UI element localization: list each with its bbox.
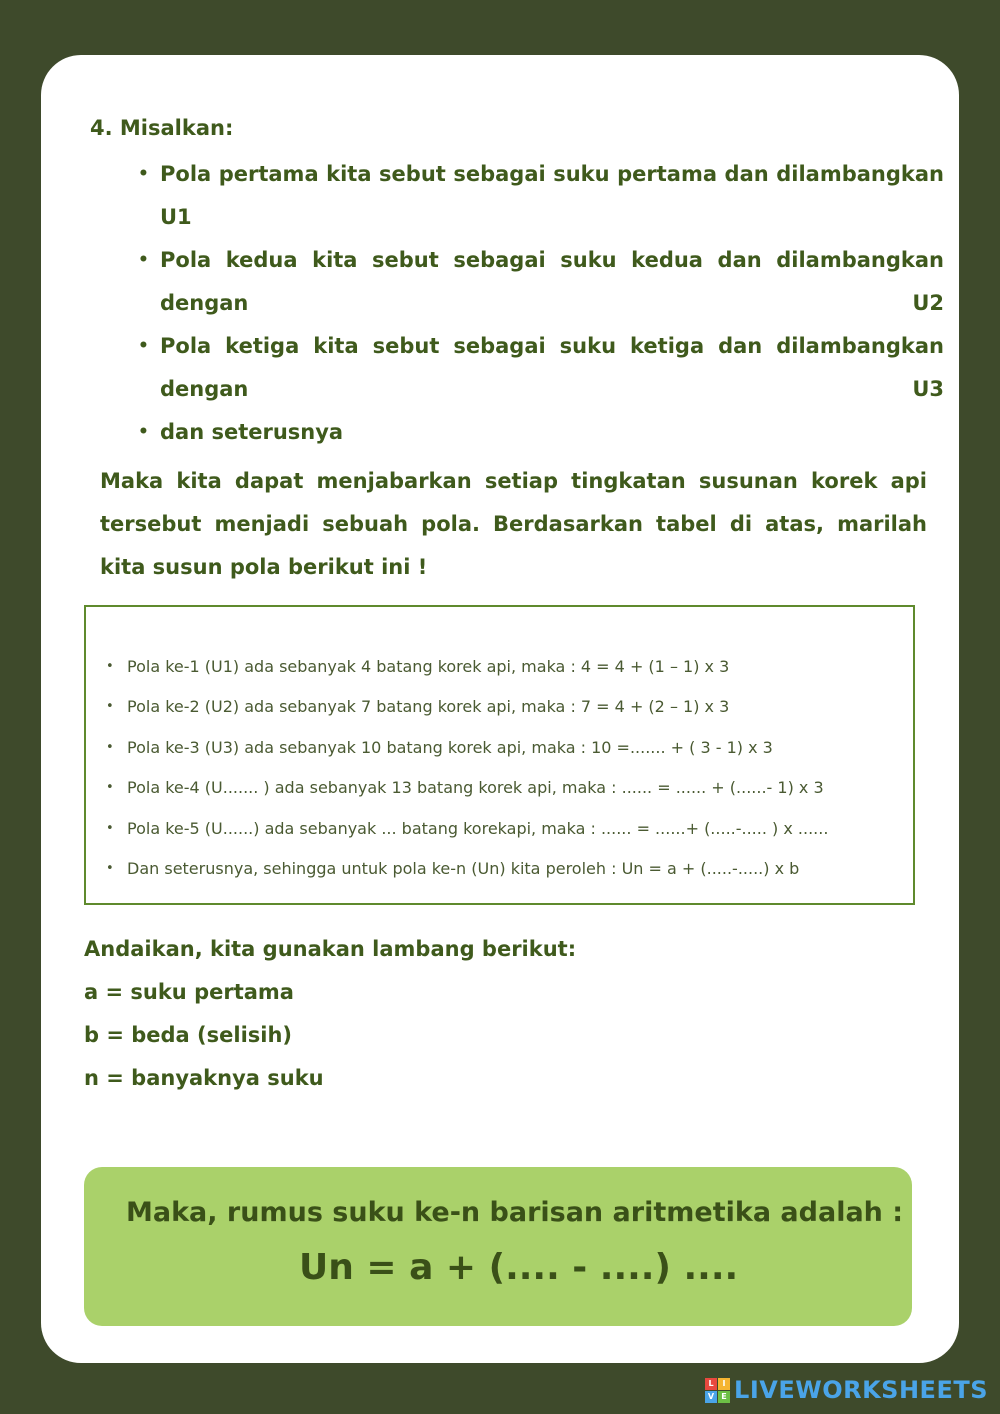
liveworksheets-logo-text: LIVEWORKSHEETS	[734, 1376, 988, 1404]
section-heading: 4. Misalkan:	[90, 116, 234, 140]
pattern-item: • Pola ke-5 (U......) ada sebanyak ... batang korekapi, maka : ...... = ......+ (.....-..... ) x ......	[106, 809, 906, 849]
symbol-definitions	[84, 928, 576, 1100]
logo-tile: L	[705, 1378, 717, 1390]
formula-expression: Un = a + (.... - ....) ....	[299, 1247, 739, 1288]
list-item: • Pola kedua kita sebut sebagai suku kedua dan dilambangkan dengan U2	[136, 239, 944, 325]
definition-list	[136, 153, 944, 454]
liveworksheets-logo-icon	[705, 1378, 730, 1403]
list-item: • Pola pertama kita sebut sebagai suku pertama dan dilambangkan U1	[136, 153, 944, 239]
formula-title: Maka, rumus suku ke-n barisan aritmetika adalah :	[126, 1197, 904, 1228]
symbols-intro: Andaikan, kita gunakan lambang berikut:	[84, 937, 577, 961]
list-item: • Pola ketiga kita sebut sebagai suku ketiga dan dilambangkan dengan U3	[136, 325, 944, 411]
symbol-b: b = beda (selisih)	[84, 1023, 293, 1047]
pattern-list	[106, 647, 906, 889]
pattern-item: • Pola ke-1 (U1) ada sebanyak 4 batang korek api, maka : 4 = 4 + (1 – 1) x 3	[106, 647, 906, 687]
symbol-a: a = suku pertama	[84, 980, 294, 1004]
liveworksheets-logo	[705, 1376, 988, 1404]
pattern-item: • Pola ke-4 (U....... ) ada sebanyak 13 batang korek api, maka : ...... = ...... + (......- 1) x 3	[106, 768, 906, 808]
symbol-n: n = banyaknya suku	[84, 1066, 324, 1090]
pattern-box	[84, 605, 915, 905]
logo-tile: E	[718, 1391, 730, 1403]
pattern-item: • Dan seterusnya, sehingga untuk pola ke-n (Un) kita peroleh : Un = a + (.....-.....) x b	[106, 849, 906, 889]
pattern-item: • Pola ke-3 (U3) ada sebanyak 10 batang korek api, maka : 10 =....... + ( 3 - 1) x 3	[106, 728, 906, 768]
logo-tile: V	[705, 1391, 717, 1403]
list-item: • dan seterusnya	[136, 411, 944, 454]
logo-tile: I	[718, 1378, 730, 1390]
formula-box	[84, 1167, 912, 1326]
intro-paragraph: Maka kita dapat menjabarkan setiap tingkatan susunan korek api tersebut menjadi sebuah pola. Berdasarkan tabel di atas, marilah kita susun pola berikut ini !	[100, 469, 927, 579]
pattern-item: • Pola ke-2 (U2) ada sebanyak 7 batang korek api, maka : 7 = 4 + (2 – 1) x 3	[106, 687, 906, 727]
